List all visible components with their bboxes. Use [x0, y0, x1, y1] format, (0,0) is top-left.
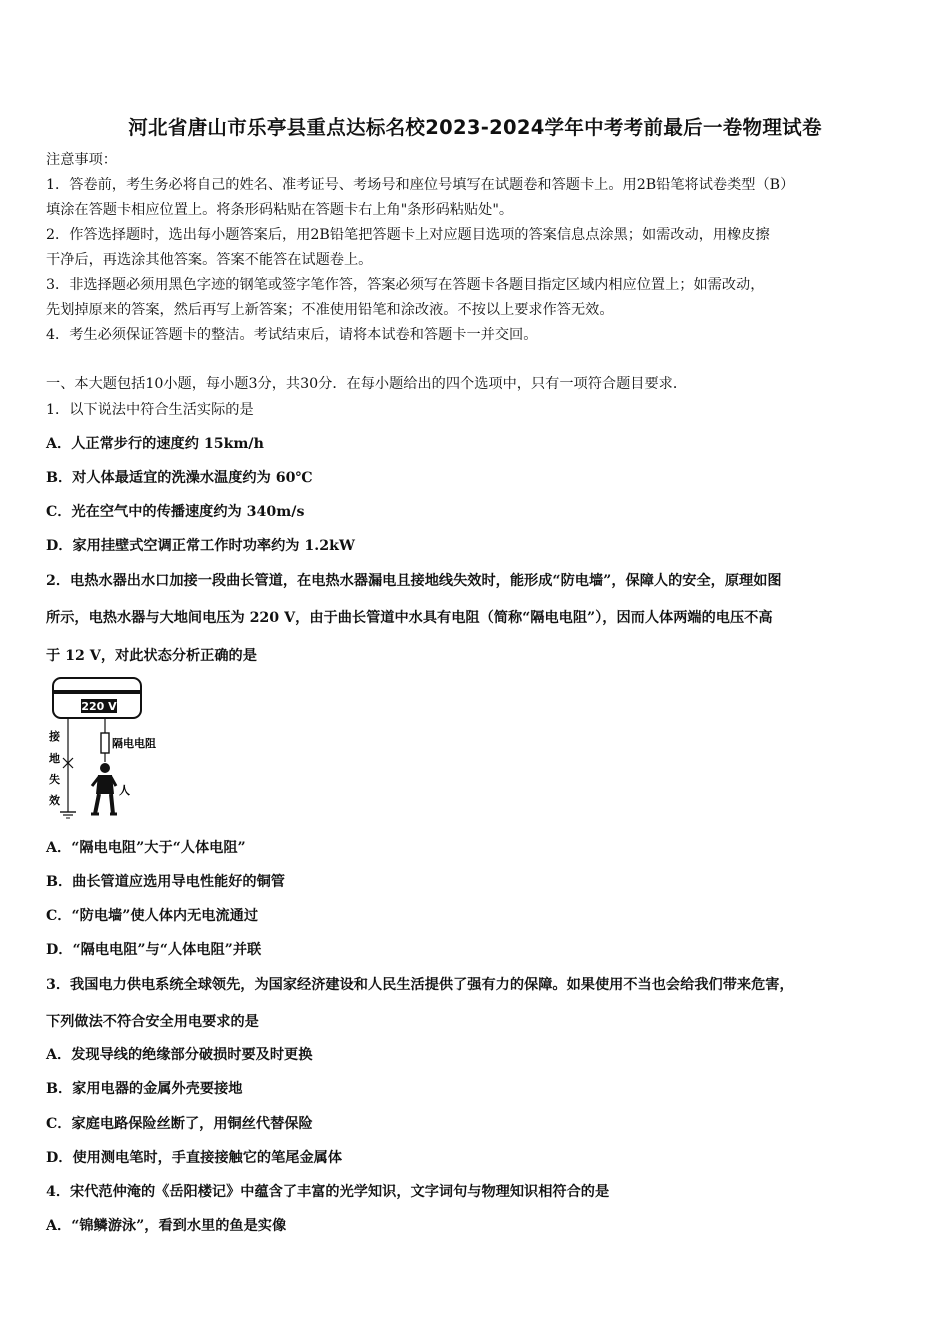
- q3-option-c: C．家庭电路保险丝断了，用铜丝代替保险: [46, 1116, 313, 1132]
- notice-line: 先划掉原来的答案，然后再写上新答案；不准使用铅笔和涂改液。不按以上要求作答无效。: [46, 302, 614, 318]
- q2-stem-line: 2．电热水器出水口加接一段曲长管道，在电热水器漏电且接地线失效时，能形成“防电墙”，保障人的安全，原理如图: [46, 573, 782, 589]
- person-head: [100, 763, 110, 773]
- q2-option-b: B．曲长管道应选用导电性能好的铜管: [46, 874, 285, 890]
- ground-label-char: 效: [49, 794, 60, 807]
- q1-stem: 1．以下说法中符合生活实际的是: [46, 402, 254, 418]
- heater-stripe: [53, 690, 141, 694]
- q1-option-a: A．人正常步行的速度约 15km/h: [46, 436, 264, 452]
- q3-option-d: D．使用测电笔时，手直接接触它的笔尾金属体: [46, 1150, 343, 1166]
- q4-option-a: A．“锦鳞游泳”，看到水里的鱼是实像: [46, 1218, 287, 1234]
- q2-stem-line: 于 12 V，对此状态分析正确的是: [46, 648, 257, 664]
- q2-option-d: D．“隔电电阻”与“人体电阻”并联: [46, 942, 262, 958]
- ground-label-char: 接: [49, 730, 60, 743]
- ground-label-char: 地: [49, 752, 60, 765]
- resistor-label: 隔电电阻: [112, 737, 156, 750]
- notice-heading: 注意事项：: [46, 152, 117, 168]
- q3-stem-line: 3．我国电力供电系统全球领先，为国家经济建设和人民生活提供了强有力的保障。如果使用不当也会给我们带来危害，: [46, 977, 794, 993]
- q1-option-b: B．对人体最适宜的洗澡水温度约为 60℃: [46, 470, 313, 486]
- person-legs: [95, 794, 113, 814]
- ground-label-char: 失: [49, 773, 60, 786]
- notice-line: 1．答卷前，考生务必将自己的姓名、准考证号、考场号和座位号填写在试题卷和答题卡上。用2B铅笔将试卷类型（B）: [46, 177, 795, 193]
- notice-line: 2．作答选择题时，选出每小题答案后，用2B铅笔把答题卡上对应题目选项的答案信息点涂黑；如需改动，用橡皮擦: [46, 227, 770, 243]
- section-heading: 一、本大题包括10小题，每小题3分，共30分．在每小题给出的四个选项中，只有一项符合题目要求．: [46, 376, 688, 392]
- notice-line: 3．非选择题必须用黑色字迹的钢笔或签字笔作答，答案必须写在答题卡各题目指定区域内相应位置上；如需改动，: [46, 277, 765, 293]
- person-label: 人: [119, 784, 130, 797]
- voltage-label: 220 V: [81, 700, 117, 713]
- q2-option-c: C．“防电墙”使人体内无电流通过: [46, 908, 259, 924]
- q2-stem-line: 所示，电热水器与大地间电压为 220 V，由于曲长管道中水具有电阻（简称“隔电电阻”），因而人体两端的电压不高: [46, 610, 773, 626]
- notice-line: 填涂在答题卡相应位置上。将条形码粘贴在答题卡右上角"条形码粘贴处"。: [46, 202, 514, 218]
- q2-option-a: A．“隔电电阻”大于“人体电阻”: [46, 840, 246, 856]
- isolation-resistor: [101, 733, 109, 753]
- q1-option-c: C．光在空气中的传播速度约为 340m/s: [46, 504, 305, 520]
- q3-stem-line: 下列做法不符合安全用电要求的是: [46, 1014, 259, 1030]
- notice-line: 干净后，再选涂其他答案。答案不能答在试题卷上。: [46, 252, 373, 268]
- q1-option-d: D．家用挂壁式空调正常工作时功率约为 1.2kW: [46, 538, 355, 554]
- q3-option-b: B．家用电器的金属外壳要接地: [46, 1081, 243, 1097]
- q3-option-a: A．发现导线的绝缘部分破损时要及时更换: [46, 1047, 313, 1063]
- q4-stem: 4．宋代范仲淹的《岳阳楼记》中蕴含了丰富的光学知识，文字词句与物理知识相符合的是: [46, 1184, 610, 1200]
- water-heater-diagram: [44, 676, 184, 824]
- notice-line: 4．考生必须保证答题卡的整洁。考试结束后，请将本试卷和答题卡一并交回。: [46, 327, 538, 343]
- page-title: 河北省唐山市乐亭县重点达标名校2023-2024学年中考考前最后一卷物理试卷: [128, 116, 822, 139]
